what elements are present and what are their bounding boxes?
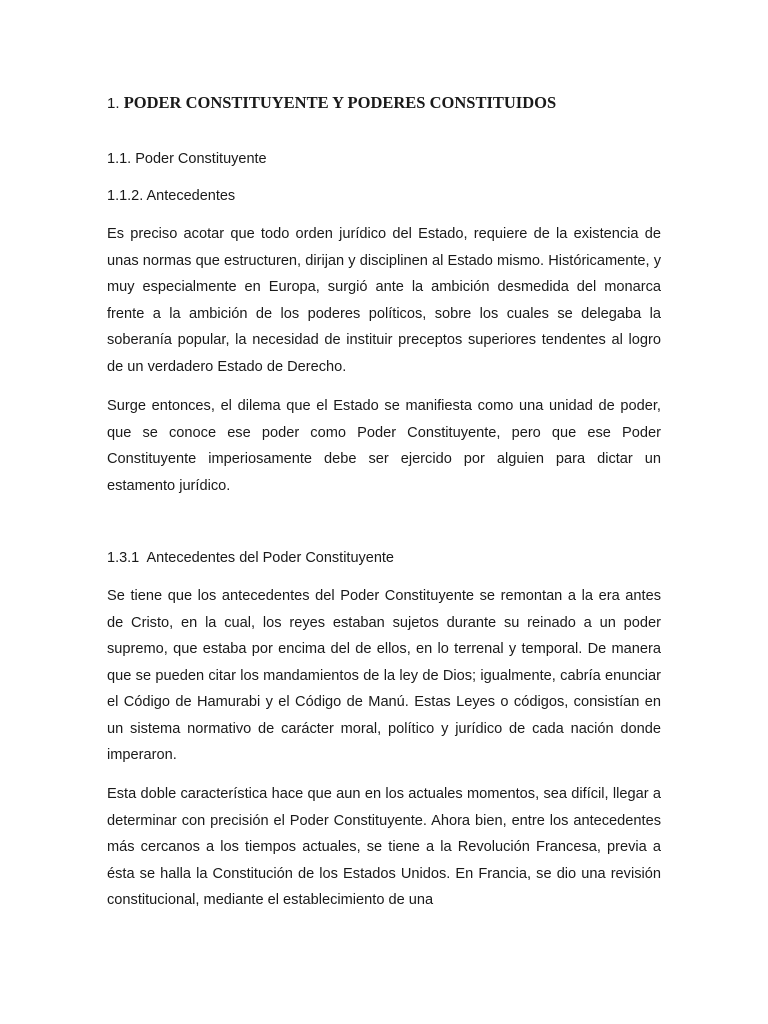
title-text: PODER CONSTITUYENTE Y PODERES CONSTITUIDOS [123, 93, 557, 112]
section-heading-1-1: 1.1. Poder Constituyente [107, 151, 267, 167]
paragraph-4: Esta doble característica hace que aun en los actuales momentos, sea difícil, llegar a determinar con precisión el Poder Constituyente. Ahora bien, entre los antecedentes más cercanos a los tiempos actuales, se tiene a la Revolución Francesa, previa a ésta se halla la Constitución de los Estados Unidos. En Francia, se dio una revisión constitucional, mediante el establecimiento de una [107, 786, 661, 908]
paragraph-1: Es preciso acotar que todo orden jurídico del Estado, requiere de la existencia de unas normas que estructuren, dirijan y disciplinen al Estado mismo. Históricamente, y muy especialmente en Europa, surgió ante la ambición desmedida del monarca frente a la ambición de los poderes políticos, sobre los cuales se delegaba la soberanía popular, la necesidad de instituir preceptos superiores tendentes al logro de un verdadero Estado de Derecho. [107, 226, 661, 375]
title-number: 1. [107, 95, 120, 112]
paragraph-3: Se tiene que los antecedentes del Poder Constituyente se remontan a la era antes de Cristo, en la cual, los reyes estaban sujetos durante su reinado a un poder supremo, que estaba por encima del de ellos, en lo terrenal y temporal. De manera que se pueden citar los mandamientos de la ley de Dios; igualmente, cabría enunciar el Código de Hamurabi y el Código de Manú. Estas Leyes o códigos, consistían en un sistema normativo de carácter moral, político y jurídico de cada nación donde imperaron. [107, 588, 661, 763]
section-heading-1-1-2: 1.1.2. Antecedentes [107, 188, 236, 204]
document-title [107, 92, 667, 115]
section-heading-1-3-1: 1.3.1 Antecedentes del Poder Constituyente [107, 550, 394, 566]
paragraph-2: Surge entonces, el dilema que el Estado se manifiesta como una unidad de poder, que se conoce ese poder como Poder Constituyente, pero que ese Poder Constituyente imperiosamente debe ser ejercido por alguien para dictar un estamento jurídico. [107, 398, 661, 494]
